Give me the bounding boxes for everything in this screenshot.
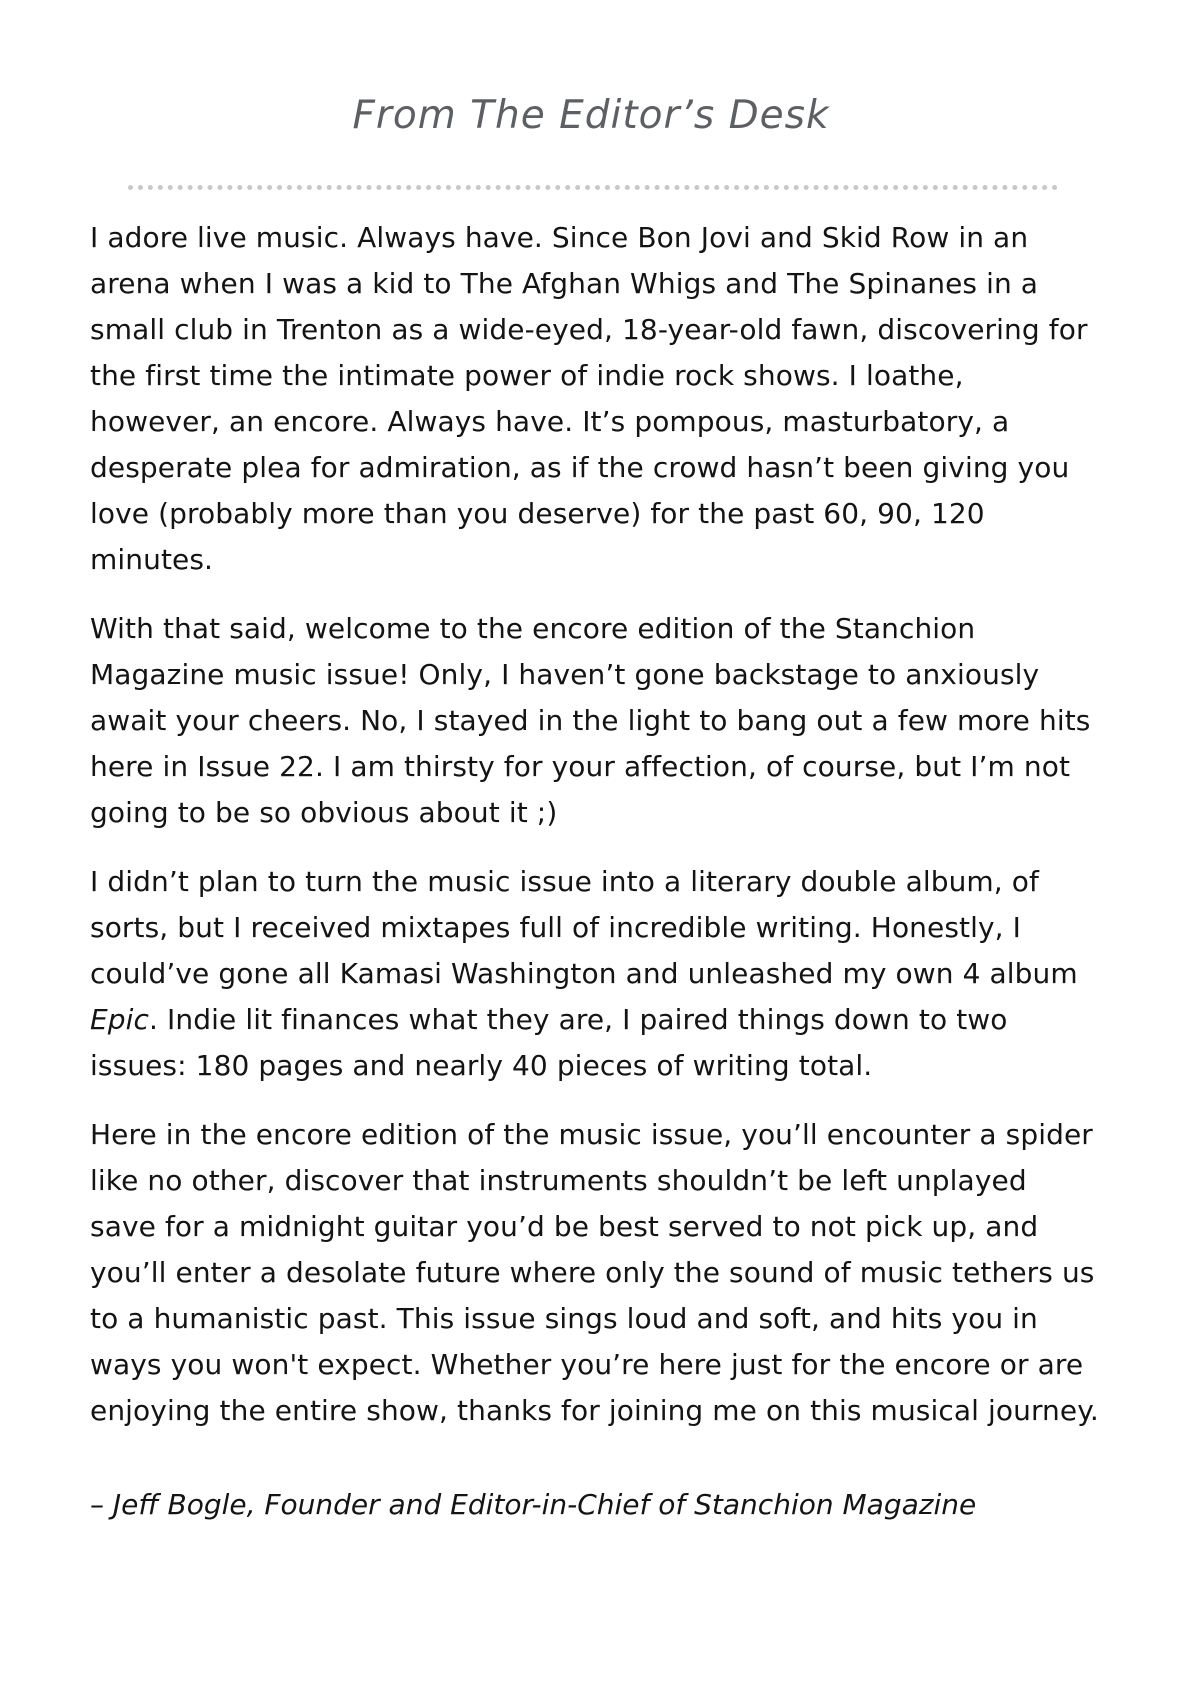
paragraph-4: Here in the encore edition of the music issue, you’ll encounter a spider like no other, discover that instruments shouldn’t be left unplayed save for a midnight guitar you’d be best served to not pick up, and you’ll enter a desolate future where only the sound of music tethers us to a humanistic past. This issue sings loud and soft, and hits you in ways you won't expect. Whether you’re here just for the encore or are enjoying the entire show, thanks for joining me on this musical journey. [90,1118,1099,1427]
paragraph-2: With that said, welcome to the encore edition of the Stanchion Magazine music issue! Only, I haven’t gone backstage to anxiously await your cheers. No, I stayed in the light to bang out a few more hits here in Issue 22. I am thirsty for your affection, of course, but I’m not going to be so obvious about it ;) [90,612,1091,829]
paragraph-3-text-start: I didn’t plan to turn the music issue into a literary double album, of sorts, but I received mixtapes full of incredible writing. Honestly, I could’ve gone all Kamasi Washington and unleashed my own 4 album [90,865,1078,990]
paragraph-1: I adore live music. Always have. Since Bon Jovi and Skid Row in an arena when I was a kid to The Afghan Whigs and The Spinanes in a small club in Trenton as a wide-eyed, 18-year-old fawn, discovering for the first time the intimate power of indie rock shows. I loathe, however, an encore. Always have. It’s pompous, masturbatory, a desperate plea for admiration, as if the crowd hasn’t been giving you love (probably more than you deserve) for the past 60, 90, 120 minutes. [90,221,1088,576]
paragraph-3-text-end: . Indie lit finances what they are, I paired things down to two issues: 180 pages and nearly 40 pieces of writing total. [90,1003,1008,1082]
page-title: From The Editor’s Desk [352,93,830,138]
album-title-epic: Epic [90,1003,150,1036]
paragraph-3 [90,859,1100,1089]
editor-signature: – Jeff Bogle, Founder and Editor-in-Chief of Stanchion Magazine [90,1488,977,1521]
dotted-divider [128,185,1058,190]
article-body [90,215,1100,1457]
